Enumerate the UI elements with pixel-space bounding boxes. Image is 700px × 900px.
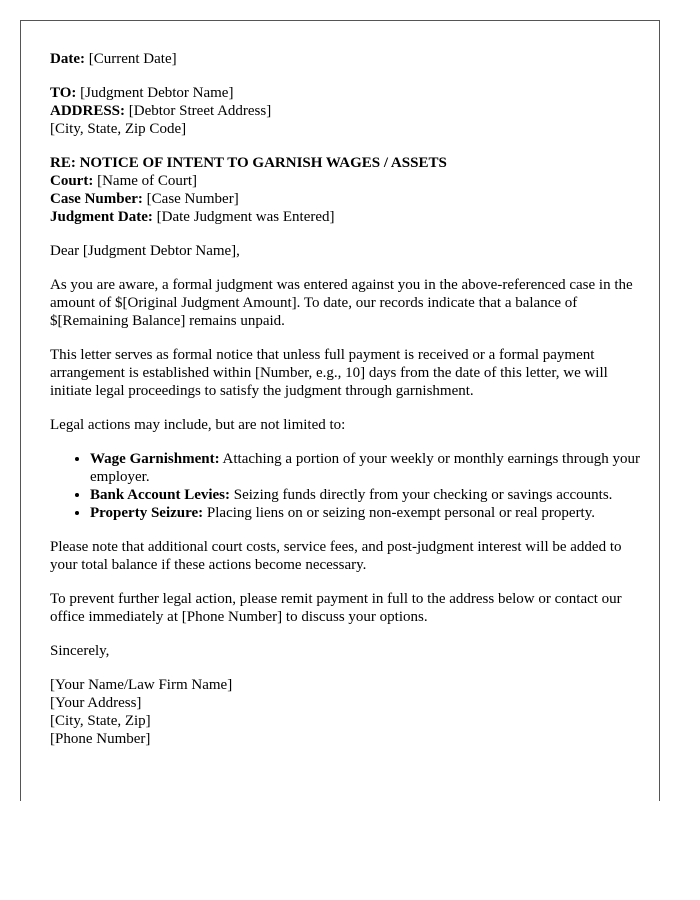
letter-content — [50, 50, 640, 764]
list-item-title: Wage Garnishment: — [90, 451, 220, 467]
paragraph-remit: To prevent further legal action, please remit payment in full to the address below or contact our office immediately at [Phone Number] to discuss your options. — [50, 591, 622, 625]
list-item-title: Property Seizure: — [90, 505, 204, 521]
letter-page — [20, 20, 660, 801]
judgment-date-line — [50, 208, 640, 226]
paragraph-costs: Please note that additional court costs, service fees, and post-judgment interest will be added to your total balance if these actions become necessary. — [50, 539, 622, 573]
case-number-line — [50, 190, 640, 208]
recipient-city-line: [City, State, Zip Code] — [50, 121, 187, 137]
list-item-text: Placing liens on or seizing non-exempt personal or real property. — [206, 505, 596, 521]
reference-block — [50, 154, 640, 226]
date-line — [50, 50, 640, 68]
address-line — [50, 102, 640, 120]
to-line — [50, 84, 640, 102]
signature-block — [50, 676, 640, 748]
list-item-bank-levies — [90, 486, 640, 504]
list-item-text: Attaching a portion of your weekly or monthly earnings through your employer. — [90, 451, 640, 485]
address-value: [Debtor Street Address] — [128, 103, 272, 119]
list-item-title: Bank Account Levies: — [90, 487, 231, 503]
list-item-text: Seizing funds directly from your checking or savings accounts. — [233, 487, 613, 503]
date-label: Date: — [50, 51, 85, 67]
court-label: Court: — [50, 173, 94, 189]
case-number-value: [Case Number] — [146, 191, 239, 207]
list-item-wage-garnishment — [90, 450, 640, 486]
address-label: ADDRESS: — [50, 103, 126, 119]
re-line: RE: NOTICE OF INTENT TO GARNISH WAGES / ASSETS — [50, 155, 447, 171]
sender-name: [Your Name/Law Firm Name] — [50, 677, 233, 693]
sender-phone: [Phone Number] — [50, 731, 151, 747]
to-value: [Judgment Debtor Name] — [80, 85, 234, 101]
paragraph-notice: This letter serves as formal notice that unless full payment is received or a formal payment arrangement is established within [Number, e.g., 10] days from the date of this letter, we will initiate legal proceedings to satisfy the judgment through garnishment. — [50, 347, 608, 399]
paragraph-judgment: As you are aware, a formal judgment was entered against you in the above-referenced case in the amount of $[Original Judgment Amount]. To date, our records indicate that a balance of $[Remaining Balance] remains unpaid. — [50, 277, 633, 329]
judgment-date-value: [Date Judgment was Entered] — [156, 209, 335, 225]
recipient-block — [50, 84, 640, 138]
salutation: Dear [Judgment Debtor Name], — [50, 243, 240, 259]
legal-actions-list — [50, 450, 640, 522]
sender-city: [City, State, Zip] — [50, 713, 151, 729]
sender-address: [Your Address] — [50, 695, 142, 711]
case-number-label: Case Number: — [50, 191, 143, 207]
judgment-date-label: Judgment Date: — [50, 209, 153, 225]
sign-off: Sincerely, — [50, 643, 110, 659]
paragraph-actions-intro: Legal actions may include, but are not limited to: — [50, 417, 346, 433]
date-value: [Current Date] — [88, 51, 177, 67]
court-value: [Name of Court] — [97, 173, 198, 189]
list-item-property-seizure — [90, 504, 640, 522]
court-line — [50, 172, 640, 190]
to-label: TO: — [50, 85, 77, 101]
